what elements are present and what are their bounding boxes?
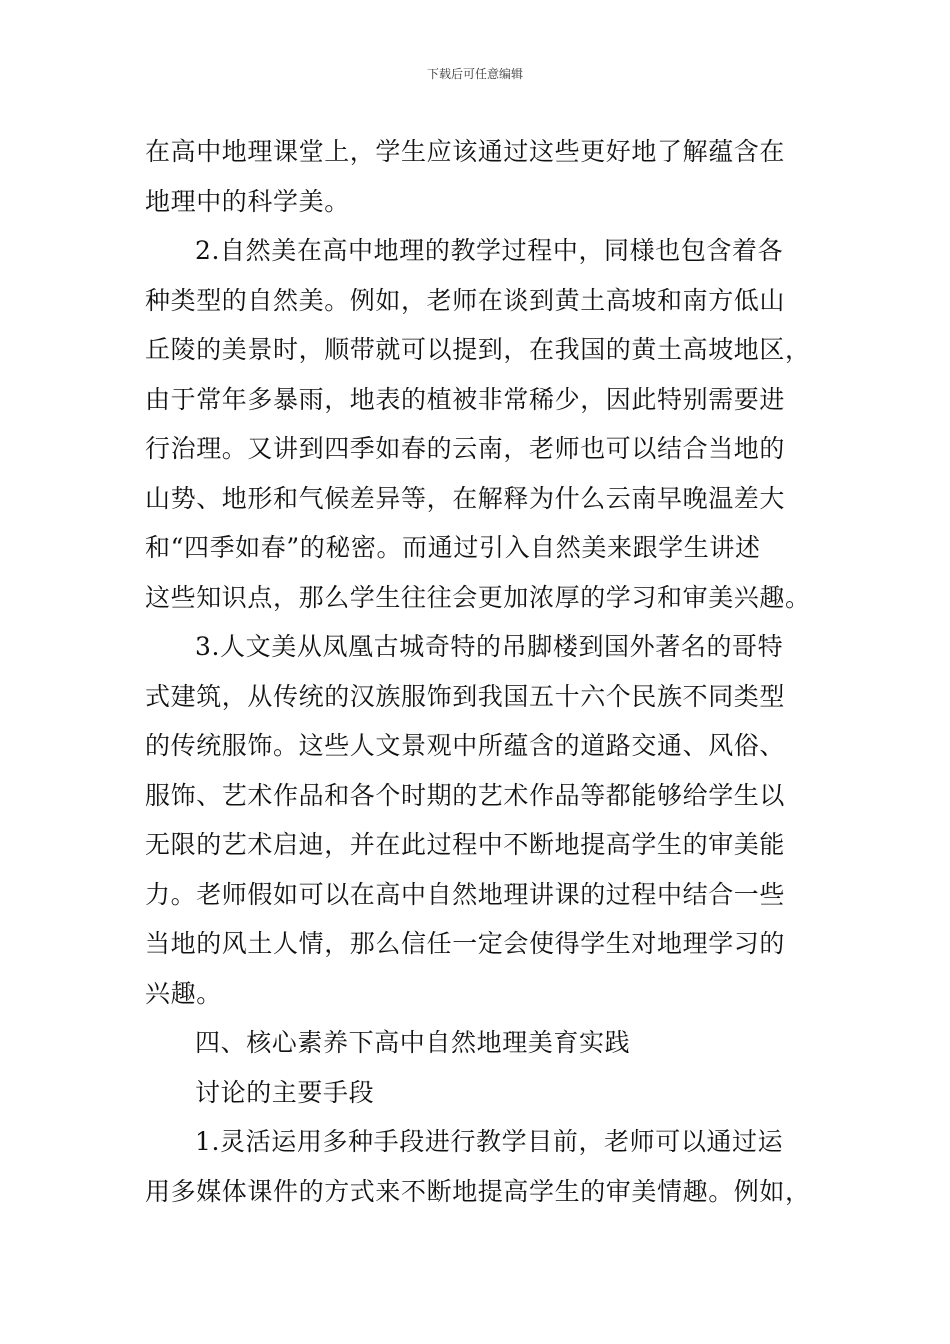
text-line: 服饰、艺术作品和各个时期的艺术作品等都能够给学生以 bbox=[145, 780, 786, 810]
text-line: 山势、地形和气候差异等，在解释为什么云南早晚温差大 bbox=[145, 483, 786, 513]
text-line: 由于常年多暴雨，地表的植被非常稀少，因此特别需要进 bbox=[145, 384, 786, 414]
paragraph-start-line: 3.人文美从凤凰古城奇特的吊脚楼到国外著名的哥特 bbox=[195, 632, 784, 661]
text-line: 地理中的科学美。 bbox=[145, 186, 350, 216]
page-header: 下载后可任意编辑 bbox=[426, 67, 523, 81]
text-line: 行治理。又讲到四季如春的云南，老师也可以结合当地的 bbox=[145, 434, 786, 463]
text-line: 式建筑，从传统的汉族服饰到我国五十六个民族不同类型 bbox=[145, 681, 786, 711]
text-line: 和“四季如春”的秘密。而通过引入自然美来跟学生讲述 bbox=[145, 533, 761, 562]
section-heading-continued: 讨论的主要手段 bbox=[195, 1077, 375, 1107]
text-line: 这些知识点，那么学生往往会更加浓厚的学习和审美兴趣。 bbox=[145, 582, 811, 612]
paragraph-start-line: 1.灵活运用多种手段进行教学目前，老师可以通过运 bbox=[195, 1127, 784, 1156]
text-line: 当地的风土人情，那么信任一定会使得学生对地理学习的 bbox=[145, 929, 786, 958]
text-line: 兴趣。 bbox=[145, 978, 222, 1008]
text-line: 无限的艺术启迪，并在此过程中不断地提高学生的审美能 bbox=[145, 830, 786, 859]
text-line: 用多媒体课件的方式来不断地提高学生的审美情趣。例如， bbox=[145, 1176, 811, 1206]
text-line: 的传统服饰。这些人文景观中所蕴含的道路交通、风俗、 bbox=[145, 731, 786, 760]
paragraph-start-line: 2.自然美在高中地理的教学过程中，同様也包含着各 bbox=[195, 236, 784, 265]
text-line: 力。老师假如可以在高中自然地理讲课的过程中结合一些 bbox=[145, 879, 786, 909]
section-heading: 四、核心素养下高中自然地理美育实践 bbox=[195, 1028, 631, 1057]
text-line: 在高中地理课堂上，学生应该通过这些更好地了解蕴含在 bbox=[145, 137, 786, 166]
text-line: 丘陵的美景时，顺带就可以提到，在我国的黄土高坡地区， bbox=[145, 335, 811, 364]
text-line: 种类型的自然美。例如，老师在谈到黄土高坡和南方低山 bbox=[145, 285, 786, 315]
body-text bbox=[145, 130, 811, 1219]
